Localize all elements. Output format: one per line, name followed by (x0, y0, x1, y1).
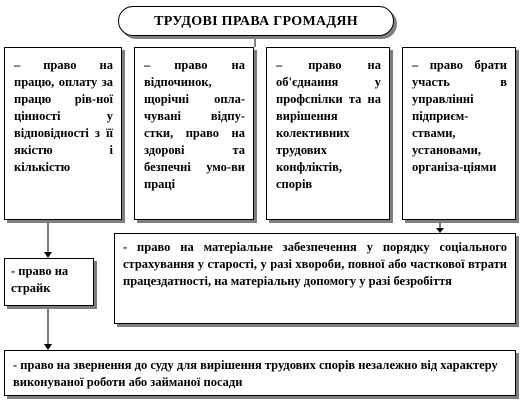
diagram-title: ТРУДОВІ ПРАВА ГРОМАДЯН (118, 6, 394, 36)
right-to-strike-box: - право на страйк (4, 258, 94, 306)
right-to-rest-box: – право на відпочинок, щорічні опла-чувані відпу-стки, право на здорові та безпечні умо-ви праці (134, 47, 254, 220)
right-to-unions-box: – право на об'єднання у профспілки та на вирішення колективних трудових конфліктів, спорів (266, 47, 390, 220)
right-to-social-security-box: - право на матеріальне забезпечення у порядку соціального страхування у старості, у разі хвороби, повної або часткової втрати працездатності, на матеріальну допомогу у разі безробіття (114, 233, 516, 324)
right-to-management-box: – право брати участь в управлінні підприєм-ствами, установами, організа-ціями (402, 47, 516, 220)
right-to-court-box: - право на звернення до суду для вирішення трудових спорів незалежно від характеру виконуваної роботи або займаної посади (4, 350, 516, 396)
right-to-work-box: – право на працю, оплату за працю рів-ної цінності у відповідності з її якістю і кількістю (4, 47, 122, 220)
